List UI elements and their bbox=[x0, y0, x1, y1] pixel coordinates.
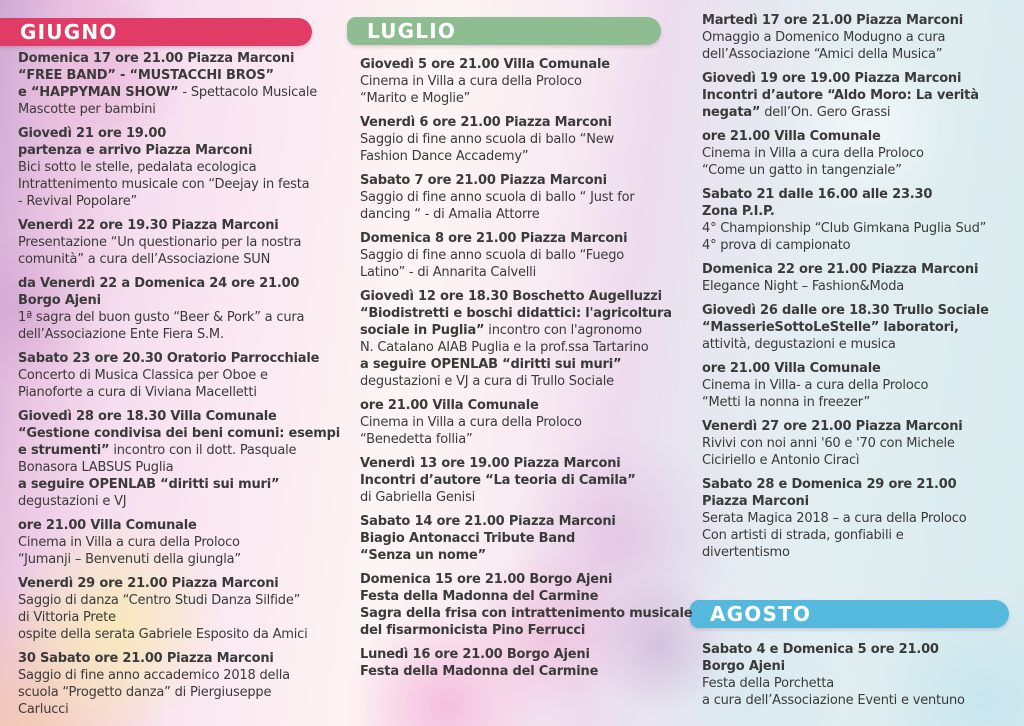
event-line bbox=[360, 247, 680, 264]
event-line bbox=[18, 142, 338, 159]
event-line bbox=[18, 592, 338, 609]
event-line-bold-text: Zona P.I.P. bbox=[702, 204, 775, 219]
event-line-text: Pianoforte a cura di Viviana Macelletti bbox=[18, 385, 257, 400]
event-line bbox=[360, 356, 680, 373]
event-line bbox=[18, 292, 338, 309]
event-line bbox=[360, 646, 680, 663]
event-line-bold-text: Martedì 17 ore 21.00 Piazza Marconi bbox=[702, 13, 964, 28]
event-line bbox=[702, 186, 1022, 203]
event-line bbox=[702, 145, 1022, 162]
event-line bbox=[18, 442, 338, 459]
event-line bbox=[702, 675, 1022, 692]
event-line bbox=[18, 251, 338, 268]
event-line-bold-text: ore 21.00 Villa Comunale bbox=[18, 518, 197, 533]
event-line bbox=[18, 350, 338, 367]
event-line-bold-text: a seguire OPENLAB “diritti sui muri” bbox=[360, 357, 622, 372]
event-line bbox=[702, 692, 1022, 709]
event-line bbox=[360, 264, 680, 281]
event-line-bold-text: Sabato 7 ore 21.00 Piazza Marconi bbox=[360, 173, 607, 188]
section-header-giugno bbox=[0, 18, 312, 46]
event-line bbox=[18, 667, 338, 684]
event-line bbox=[360, 230, 680, 247]
event-listing bbox=[360, 288, 680, 390]
event-line-bold-text: negata” bbox=[702, 105, 761, 120]
event-line-bold-text: e strumenti” bbox=[18, 443, 110, 458]
event-line bbox=[702, 237, 1022, 254]
event-line bbox=[360, 431, 680, 448]
event-listing bbox=[18, 217, 338, 268]
event-line bbox=[18, 408, 338, 425]
event-line-text: dell’Associazione Ente Fiera S.M. bbox=[18, 327, 224, 342]
event-line-text: Carlucci bbox=[18, 702, 69, 717]
event-listing bbox=[18, 275, 338, 343]
event-line-text: Saggio di fine anno scuola di ballo “Fuego bbox=[360, 248, 624, 263]
event-line bbox=[18, 650, 338, 667]
event-line bbox=[18, 309, 338, 326]
event-line bbox=[360, 131, 680, 148]
section-header-luglio bbox=[347, 17, 661, 45]
event-line-bold-text: a seguire OPENLAB “diritti sui muri” bbox=[18, 477, 280, 492]
event-line-bold-text: 30 Sabato ore 21.00 Piazza Marconi bbox=[18, 651, 274, 666]
event-line-bold-text: Sabato 28 e Domenica 29 ore 21.00 bbox=[702, 477, 957, 492]
event-line bbox=[360, 414, 680, 431]
section-title-agosto: AGOSTO bbox=[710, 602, 812, 626]
event-line bbox=[702, 493, 1022, 510]
event-line-bold-text: “MasserieSottoLeStelle” laboratori, bbox=[702, 320, 959, 335]
event-line bbox=[18, 84, 338, 101]
event-line bbox=[360, 373, 680, 390]
event-line bbox=[360, 73, 680, 90]
event-line bbox=[18, 67, 338, 84]
event-listing bbox=[18, 650, 338, 718]
event-listing bbox=[360, 646, 680, 680]
event-line-text: Saggio di danza “Centro Studi Danza Silfide” bbox=[18, 593, 301, 608]
event-line-bold-text: Domenica 22 ore 21.00 Piazza Marconi bbox=[702, 262, 979, 277]
event-line bbox=[18, 159, 338, 176]
event-line-bold-text: “Gestione condivisa dei beni comuni: esempi bbox=[18, 426, 341, 441]
event-line bbox=[360, 288, 680, 305]
event-line-bold-text: Venerdì 13 ore 19.00 Piazza Marconi bbox=[360, 456, 621, 471]
event-line-text: Bici sotto le stelle, pedalata ecologica bbox=[18, 160, 257, 175]
event-line-bold-text: del fisarmonicista Pino Ferrucci bbox=[360, 623, 586, 638]
event-line-bold-text: “FREE BAND” - “MUSTACCHI BROS” bbox=[18, 68, 274, 83]
event-line-bold-text: Incontri d’autore “La teoria di Camila” bbox=[360, 473, 636, 488]
event-line bbox=[360, 322, 680, 339]
event-line bbox=[702, 87, 1022, 104]
event-line bbox=[18, 551, 338, 568]
event-line bbox=[18, 367, 338, 384]
event-line bbox=[702, 302, 1022, 319]
event-line bbox=[18, 384, 338, 401]
event-line-bold-text: Giovedì 28 ore 18.30 Villa Comunale bbox=[18, 409, 277, 424]
event-line bbox=[702, 510, 1022, 527]
event-line-text: dell’Associazione “Amici della Musica” bbox=[702, 47, 943, 62]
event-listing bbox=[360, 56, 680, 107]
event-line-text: comunità” a cura dell’Associazione SUN bbox=[18, 252, 271, 267]
event-listing bbox=[702, 128, 1022, 179]
event-line-text: dancing “ - di Amalia Attorre bbox=[360, 207, 540, 222]
event-line bbox=[18, 626, 338, 643]
event-line-text: Saggio di fine anno scuola di ballo “ Just for bbox=[360, 190, 635, 205]
event-line bbox=[360, 472, 680, 489]
event-line bbox=[702, 394, 1022, 411]
column-luglio-events bbox=[360, 56, 693, 687]
event-line bbox=[360, 172, 680, 189]
event-listing bbox=[702, 302, 1022, 353]
event-line-bold-text: Festa della Madonna del Carmine bbox=[360, 589, 599, 604]
event-listing bbox=[18, 350, 338, 401]
event-line bbox=[18, 701, 338, 718]
event-line bbox=[360, 455, 680, 472]
event-line bbox=[18, 50, 338, 67]
column-giugno-events bbox=[18, 50, 341, 725]
event-line bbox=[702, 29, 1022, 46]
event-line bbox=[360, 513, 680, 530]
event-line-bold-text: Domenica 8 ore 21.00 Piazza Marconi bbox=[360, 231, 628, 246]
event-line bbox=[702, 658, 1022, 675]
event-line bbox=[18, 193, 338, 210]
event-line-text: Cinema in Villa a cura della Proloco bbox=[360, 74, 582, 89]
event-line bbox=[18, 493, 338, 510]
event-line-bold-text: Borgo Ajeni bbox=[702, 659, 785, 674]
event-line-text: Cinema in Villa a cura della Proloco bbox=[360, 415, 582, 430]
event-line-text: Mascotte per bambini bbox=[18, 102, 156, 117]
event-line-bold-text: Sabato 14 ore 21.00 Piazza Marconi bbox=[360, 514, 616, 529]
event-listing bbox=[702, 70, 1022, 121]
event-line-bold-text: ore 21.00 Villa Comunale bbox=[702, 129, 881, 144]
event-line-text: Bonasora LABSUS Puglia bbox=[18, 460, 174, 475]
event-line bbox=[18, 517, 338, 534]
event-line-text: Elegance Night – Fashion&Moda bbox=[702, 279, 905, 294]
event-line-text: divertentismo bbox=[702, 545, 790, 560]
event-line-text: attività, degustazioni e musica bbox=[702, 337, 896, 352]
event-line bbox=[702, 162, 1022, 179]
event-line bbox=[702, 641, 1022, 658]
event-line bbox=[360, 305, 680, 322]
event-line bbox=[18, 275, 338, 292]
event-line bbox=[702, 544, 1022, 561]
event-listing bbox=[702, 641, 1022, 709]
event-line-text: N. Catalano AIAB Puglia e la prof.ssa Tartarino bbox=[360, 340, 649, 355]
event-line bbox=[18, 609, 338, 626]
event-listing bbox=[360, 114, 680, 165]
event-line-text: dell’On. Gero Grassi bbox=[760, 105, 891, 120]
event-line bbox=[360, 571, 680, 588]
event-line-text: Saggio di fine anno scuola di ballo “New bbox=[360, 132, 614, 147]
event-listing bbox=[18, 50, 338, 118]
event-line bbox=[360, 114, 680, 131]
event-line-text: Presentazione “Un questionario per la nostra bbox=[18, 235, 302, 250]
event-line-text: “Metti la nonna in freezer” bbox=[702, 395, 871, 410]
event-line-bold-text: ore 21.00 Villa Comunale bbox=[702, 361, 881, 376]
event-line-bold-text: Giovedì 5 ore 21.00 Villa Comunale bbox=[360, 57, 610, 72]
event-listing bbox=[360, 230, 680, 281]
event-line-text: Fashion Dance Accademy” bbox=[360, 149, 529, 164]
event-line bbox=[702, 203, 1022, 220]
event-line-bold-text: sociale in Puglia” bbox=[360, 323, 485, 338]
event-line-text: scuola “Progetto danza” di Piergiuseppe bbox=[18, 685, 272, 700]
event-line-bold-text: Biagio Antonacci Tribute Band bbox=[360, 531, 576, 546]
event-line-text: - Spettacolo Musicale bbox=[178, 85, 318, 100]
column-agosto-events bbox=[702, 641, 1022, 716]
event-line-text: 4° Championship “Club Gimkana Puglia Sud” bbox=[702, 221, 987, 236]
event-line-bold-text: Sabato 21 dalle 16.00 alle 23.30 bbox=[702, 187, 933, 202]
event-line-text: Cinema in Villa a cura della Proloco bbox=[18, 535, 240, 550]
event-line bbox=[18, 575, 338, 592]
event-line bbox=[702, 128, 1022, 145]
event-line bbox=[360, 397, 680, 414]
event-line-text: ospite della serata Gabriele Esposito da Amici bbox=[18, 627, 308, 642]
event-line bbox=[18, 534, 338, 551]
event-line-text: Cinema in Villa a cura della Proloco bbox=[702, 146, 924, 161]
event-line-text: “Benedetta follia” bbox=[360, 432, 473, 447]
event-line-text: Serata Magica 2018 – a cura della Proloco bbox=[702, 511, 967, 526]
event-line bbox=[360, 489, 680, 506]
event-line bbox=[702, 12, 1022, 29]
event-line bbox=[702, 435, 1022, 452]
event-line-text: incontro con il dott. Pasquale bbox=[109, 443, 297, 458]
event-line bbox=[360, 530, 680, 547]
event-line-text: Con artisti di strada, gonfiabili e bbox=[702, 528, 904, 543]
event-line bbox=[18, 684, 338, 701]
event-line-bold-text: Domenica 15 ore 21.00 Borgo Ajeni bbox=[360, 572, 613, 587]
event-line-text: 4° prova di campionato bbox=[702, 238, 851, 253]
event-line-bold-text: e “HAPPYMAN SHOW” bbox=[18, 85, 179, 100]
event-line-text: “Come un gatto in tangenziale” bbox=[702, 163, 902, 178]
event-line-text: Rivivi con noi anni '60 e '70 con Michele bbox=[702, 436, 955, 451]
event-line-bold-text: Venerdì 29 ore 21.00 Piazza Marconi bbox=[18, 576, 279, 591]
event-line bbox=[360, 605, 693, 622]
section-title-giugno: GIUGNO bbox=[20, 20, 118, 44]
event-line bbox=[18, 425, 341, 442]
event-line-bold-text: Giovedì 26 dalle ore 18.30 Trullo Sociale bbox=[702, 303, 989, 318]
event-listing bbox=[18, 517, 338, 568]
event-line bbox=[702, 319, 1022, 336]
event-line-bold-text: Lunedì 16 ore 21.00 Borgo Ajeni bbox=[360, 647, 590, 662]
event-listing bbox=[360, 172, 680, 223]
event-line-bold-text: Sagra della frisa con intrattenimento musicale bbox=[360, 606, 693, 621]
event-line-text: degustazioni e VJ a cura di Trullo Sociale bbox=[360, 374, 614, 389]
event-line-text: Omaggio a Domenico Modugno a cura bbox=[702, 30, 946, 45]
event-line bbox=[702, 360, 1022, 377]
event-line-bold-text: Borgo Ajeni bbox=[18, 293, 101, 308]
event-line-bold-text: Giovedì 19 ore 19.00 Piazza Marconi bbox=[702, 71, 962, 86]
event-line-bold-text: Giovedì 12 ore 18.30 Boschetto Augelluzzi bbox=[360, 289, 662, 304]
event-line bbox=[360, 206, 680, 223]
section-title-luglio: LUGLIO bbox=[367, 19, 457, 43]
event-line bbox=[702, 476, 1022, 493]
event-line bbox=[18, 476, 338, 493]
event-line-bold-text: Incontri d’autore “Aldo Moro: La verità bbox=[702, 88, 979, 103]
event-line bbox=[702, 261, 1022, 278]
event-line-text: Concerto di Musica Classica per Oboe e bbox=[18, 368, 268, 383]
column-luglio-continued-events bbox=[702, 12, 1022, 568]
event-line-text: di Vittoria Prete bbox=[18, 610, 116, 625]
event-listing bbox=[702, 186, 1022, 254]
event-line-bold-text: Giovedì 21 ore 19.00 bbox=[18, 126, 167, 141]
event-listing bbox=[702, 12, 1022, 63]
event-line-text: - Revival Popolare” bbox=[18, 194, 138, 209]
event-listing bbox=[702, 261, 1022, 295]
event-line bbox=[702, 377, 1022, 394]
event-line bbox=[360, 56, 680, 73]
section-header-agosto bbox=[690, 600, 1009, 628]
event-line bbox=[702, 104, 1022, 121]
event-listing bbox=[18, 575, 338, 643]
event-line-bold-text: da Venerdì 22 a Domenica 24 ore 21.00 bbox=[18, 276, 300, 291]
event-line bbox=[702, 418, 1022, 435]
event-line bbox=[18, 326, 338, 343]
event-line bbox=[360, 148, 680, 165]
event-line bbox=[18, 234, 338, 251]
event-line bbox=[702, 452, 1022, 469]
event-line bbox=[360, 588, 680, 605]
event-line-text: Festa della Porchetta bbox=[702, 676, 835, 691]
event-line-text: Intrattenimento musicale con “Deejay in festa bbox=[18, 177, 310, 192]
event-line-bold-text: “Senza un nome” bbox=[360, 548, 486, 563]
event-line-bold-text: Venerdì 27 ore 21.00 Piazza Marconi bbox=[702, 419, 963, 434]
event-line-text: Saggio di fine anno accademico 2018 della bbox=[18, 668, 290, 683]
event-line bbox=[18, 101, 338, 118]
event-line-bold-text: Piazza Marconi bbox=[702, 494, 809, 509]
event-line-text: Cinema in Villa- a cura della Proloco bbox=[702, 378, 929, 393]
event-line-text: Latino” - di Annarita Calvelli bbox=[360, 265, 537, 280]
event-line bbox=[360, 339, 680, 356]
event-line bbox=[360, 547, 680, 564]
event-line-bold-text: Venerdì 22 ore 19.30 Piazza Marconi bbox=[18, 218, 279, 233]
event-line-bold-text: Domenica 17 ore 21.00 Piazza Marconi bbox=[18, 51, 295, 66]
event-line bbox=[360, 90, 680, 107]
event-listing bbox=[702, 476, 1022, 561]
event-line bbox=[702, 278, 1022, 295]
event-listing bbox=[360, 455, 680, 506]
event-listing bbox=[360, 571, 693, 639]
event-line-text: “Marito e Moglie” bbox=[360, 91, 471, 106]
event-line bbox=[702, 46, 1022, 63]
event-line bbox=[702, 336, 1022, 353]
event-listing bbox=[360, 513, 680, 564]
event-line-text: incontro con l'agronomo bbox=[484, 323, 642, 338]
event-line-bold-text: Sabato 23 ore 20.30 Oratorio Parrocchiale bbox=[18, 351, 320, 366]
event-line-bold-text: Sabato 4 e Domenica 5 ore 21.00 bbox=[702, 642, 939, 657]
event-listing bbox=[18, 125, 338, 210]
event-line-text: degustazioni e VJ bbox=[18, 494, 127, 509]
event-line-text: Ciciriello e Antonio Ciracì bbox=[702, 453, 860, 468]
event-line bbox=[18, 217, 338, 234]
event-line bbox=[18, 176, 338, 193]
event-line-bold-text: partenza e arrivo Piazza Marconi bbox=[18, 143, 253, 158]
event-line bbox=[360, 189, 680, 206]
event-line bbox=[18, 459, 338, 476]
event-line-text: di Gabriella Genisi bbox=[360, 490, 476, 505]
event-line bbox=[702, 70, 1022, 87]
event-line-text: a cura dell’Associazione Eventi e ventuno bbox=[702, 693, 965, 708]
event-line-bold-text: Festa della Madonna del Carmine bbox=[360, 664, 599, 679]
event-line bbox=[702, 527, 1022, 544]
event-line-bold-text: ore 21.00 Villa Comunale bbox=[360, 398, 539, 413]
event-listing bbox=[702, 418, 1022, 469]
event-listing bbox=[702, 360, 1022, 411]
event-line-text: 1ª sagra del buon gusto “Beer & Pork” a cura bbox=[18, 310, 305, 325]
event-line-bold-text: “Biodistretti e boschi didattici: l'agricoltura bbox=[360, 306, 672, 321]
event-line bbox=[18, 125, 338, 142]
event-line bbox=[702, 220, 1022, 237]
event-line-bold-text: Venerdì 6 ore 21.00 Piazza Marconi bbox=[360, 115, 612, 130]
event-line bbox=[360, 622, 680, 639]
event-line-text: “Jumanji – Benvenuti della giungla” bbox=[18, 552, 241, 567]
event-listing bbox=[360, 397, 680, 448]
event-line bbox=[360, 663, 680, 680]
event-listing bbox=[18, 408, 341, 510]
